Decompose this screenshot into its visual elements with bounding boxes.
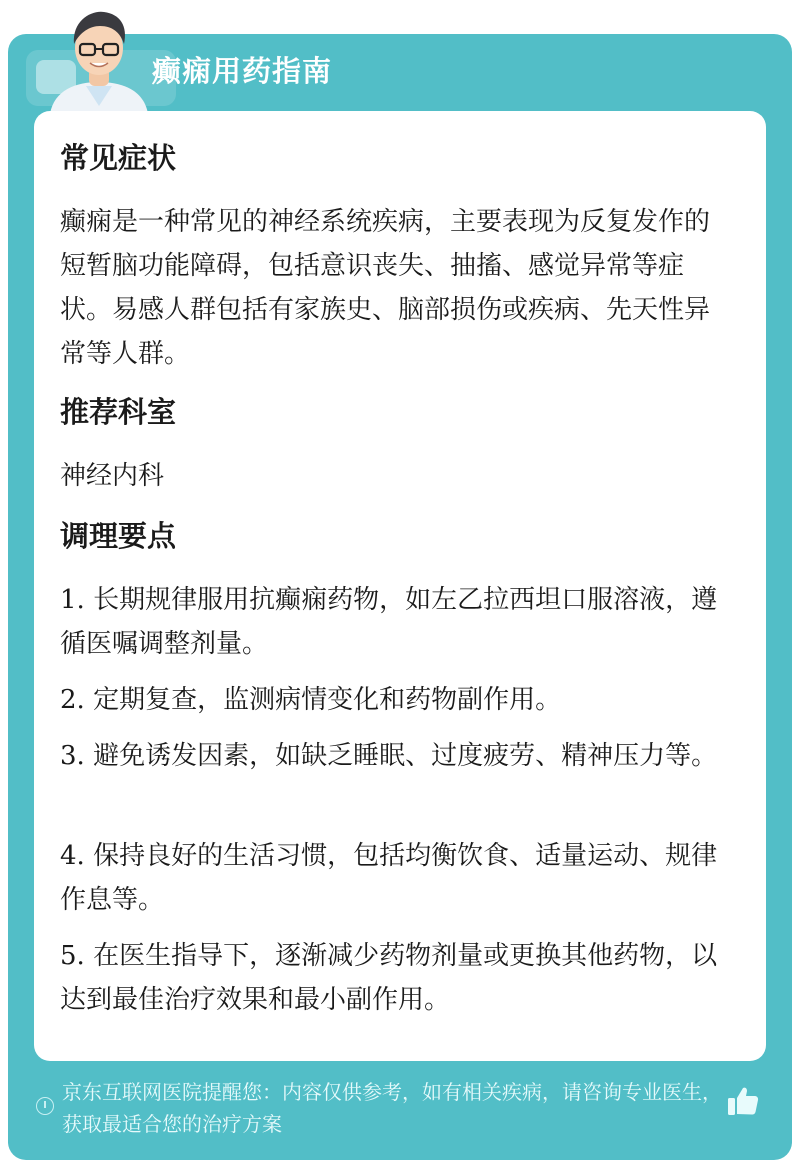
tip-text: 定期复查，监测病情变化和药物副作用。 bbox=[93, 685, 562, 715]
tips-heading: 调理要点 bbox=[60, 519, 177, 553]
tip-number: 2. bbox=[60, 685, 85, 715]
disclaimer-text: 京东互联网医院提醒您：内容仅供参考，如有相关疾病，请咨询专业医生，获取最适合您的治疗方案 bbox=[62, 1080, 722, 1136]
tip-text: 长期规律服用抗癫痫药物，如左乙拉西坦口服溶液，遵循医嘱调整剂量。 bbox=[60, 585, 718, 659]
tip-text: 保持良好的生活习惯，包括均衡饮食、适量运动、规律作息等。 bbox=[60, 841, 718, 915]
symptoms-heading: 常见症状 bbox=[60, 141, 177, 175]
tip-item bbox=[60, 678, 732, 722]
info-icon bbox=[36, 1097, 54, 1115]
tip-item bbox=[60, 734, 732, 778]
tip-item bbox=[60, 934, 732, 1022]
thumbs-up-icon[interactable] bbox=[726, 1084, 760, 1118]
page-title: 癫痫用药指南 bbox=[152, 54, 333, 88]
tip-text: 在医生指导下，逐渐减少药物剂量或更换其他药物，以达到最佳治疗效果和最小副作用。 bbox=[60, 941, 718, 1015]
doctor-avatar bbox=[46, 6, 152, 114]
tip-item bbox=[60, 578, 732, 666]
tip-number: 4. bbox=[60, 841, 85, 871]
department-text: 神经内科 bbox=[60, 461, 165, 491]
tip-number: 5. bbox=[60, 941, 85, 971]
department-heading: 推荐科室 bbox=[60, 395, 177, 429]
footer-disclaimer bbox=[36, 1076, 766, 1142]
tip-number: 3. bbox=[60, 741, 85, 771]
symptoms-text: 癫痫是一种常见的神经系统疾病，主要表现为反复发作的短暂脑功能障碍，包括意识丧失、抽搐、感觉异常等症状。易感人群包括有家族史、脑部损伤或疾病、先天性异常等人群。 bbox=[60, 207, 711, 369]
tip-text: 避免诱发因素，如缺乏睡眠、过度疲劳、精神压力等。 bbox=[93, 741, 718, 771]
tip-number: 1. bbox=[60, 585, 85, 615]
tip-item bbox=[60, 834, 732, 922]
